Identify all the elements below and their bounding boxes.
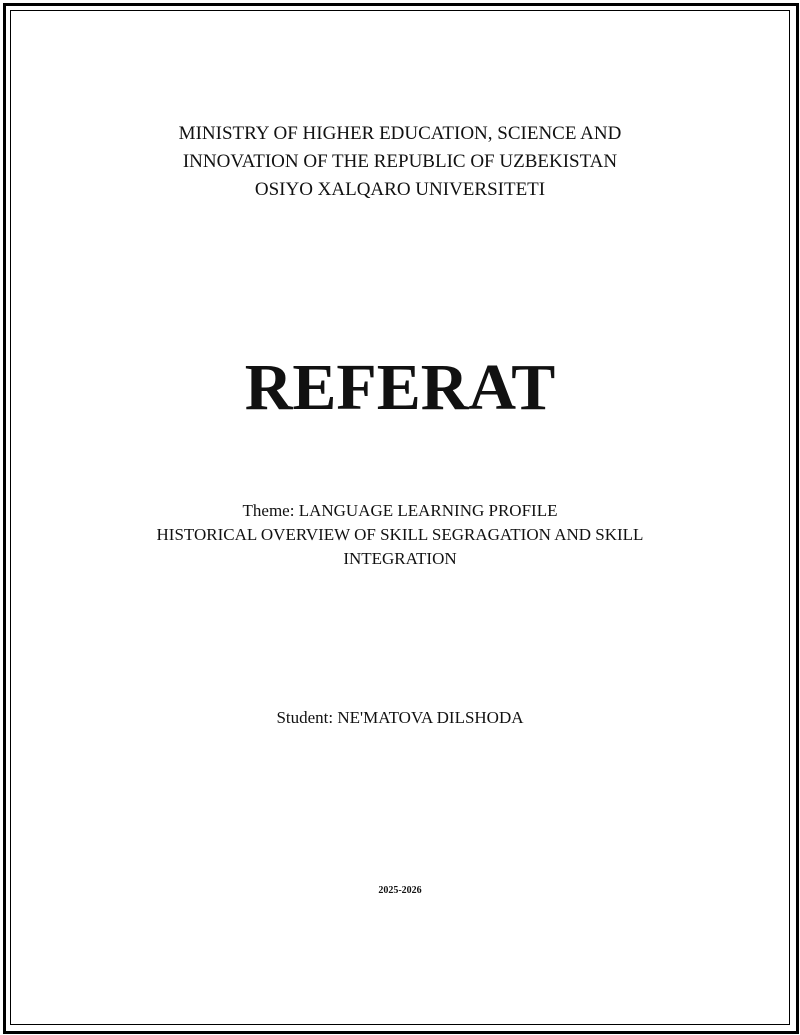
student-name: Student: NE'MATOVA DILSHODA: [276, 708, 524, 727]
document-title: REFERAT: [244, 351, 556, 424]
academic-year: 2025-2026: [378, 885, 422, 896]
ministry-line-1: MINISTRY OF HIGHER EDUCATION, SCIENCE AND: [178, 123, 622, 144]
university-name: OSIYO XALQARO UNIVERSITETI: [254, 179, 546, 200]
theme-line-3: INTEGRATION: [343, 549, 457, 568]
ministry-line-2: INNOVATION OF THE REPUBLIC OF UZBEKISTAN: [182, 151, 618, 172]
theme-line-1: Theme: LANGUAGE LEARNING PROFILE: [242, 501, 558, 520]
theme-line-2: HISTORICAL OVERVIEW OF SKILL SEGRAGATION AND SKILL: [156, 525, 644, 544]
